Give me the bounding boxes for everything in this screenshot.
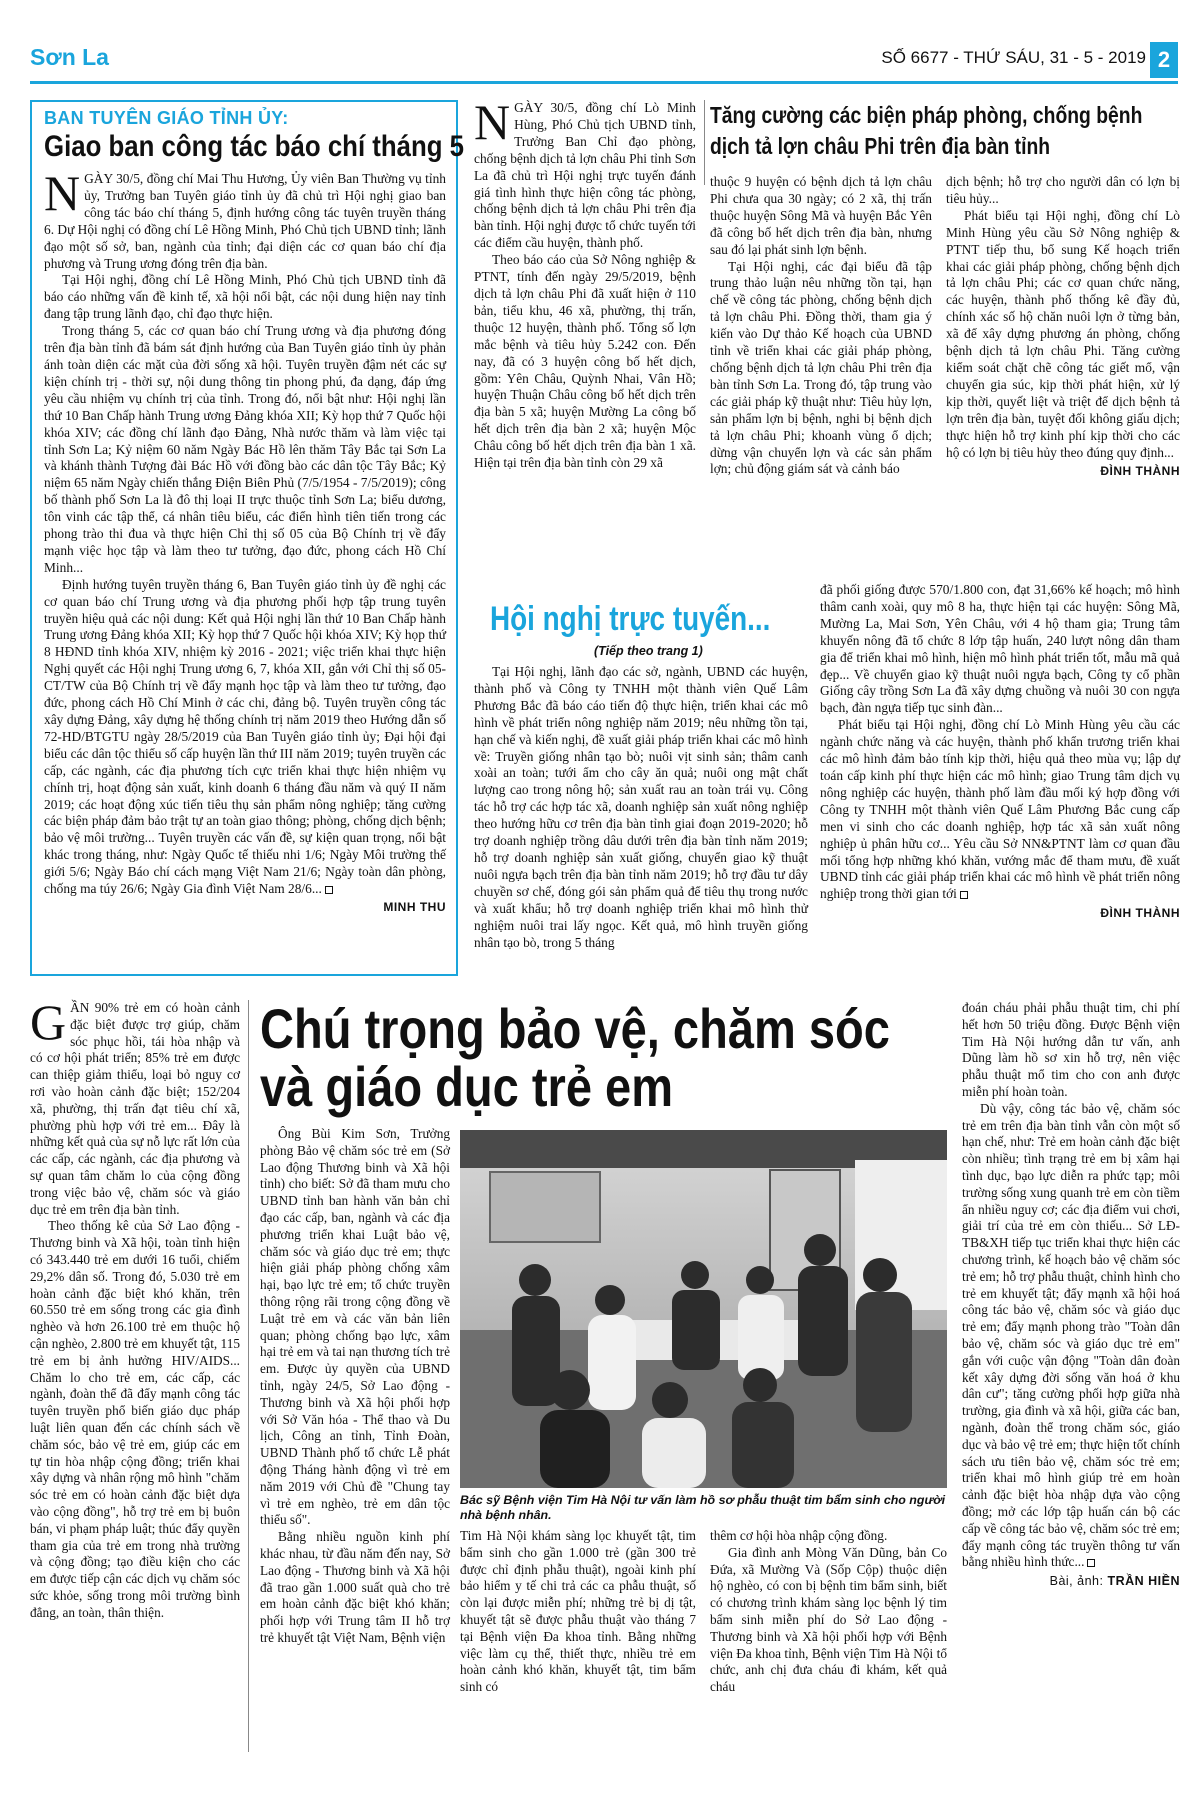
drop-cap: N [44,165,81,221]
article-column [460,1528,696,1696]
article-title: Giao ban công tác báo chí tháng 5 [44,130,465,163]
article-title: Tăng cường các biện pháp phòng, chống bệnh dịch tả lợn châu Phi trên địa bàn tỉnh [710,102,1143,159]
article-paragraph: Định hướng tuyên truyền tháng 6, Ban Tuyên giáo tỉnh ủy đề nghị các cơ quan báo chí Trung ương và địa phương phối hợp tập trung tuyên truyền hiệu quả các nội dung: Kết quả Hội nghị lần thứ 10 Ban Chấp hành Trung ương Đảng khóa XII; Kỳ họp thứ 7 Quốc hội khóa XIV; Kỳ họp thứ 8 HĐND tỉnh khóa XIV, nhiệm kỳ 2016 - 2021; việc triển khai thực hiện Nghị quyết các Hội nghị Trung ương 6, 7, khóa XII, gắn với Chỉ thị số 05-CT/TW của Bộ Chính trị về đẩy mạnh học tập và làm theo tư tưởng, đạo đức, phong cách Hồ Chí Minh ở các chi, đảng bộ. Tuyên truyền công tác xây dựng Đảng, xây dựng hệ thống chính trị năm 2019 theo Hướng dẫn số 72-HD/BTGTU ngày 28/5/2019 của Ban Tuyên giáo tỉnh ủy; Đại hội đại biểu các dân tộc thiểu số cấp huyện lần thứ III năm 2019; tuyên truyền các cấp, các ngành, các địa phương tích cực triển khai thực hiện nhiệm vụ chính trị, hoạt động sản xuất, kinh doanh 6 tháng đầu năm và quý II năm 2019; các hoạt động xúc tiến tiêu thụ sản phẩm nông nghiệp; tăng cường các biện pháp đảm bảo trật tự an toàn giao thông; phòng, chống dịch bệnh; bảo vệ môi trường... Tuyên truyền các vấn đề, sự kiện quan trọng, nổi bật khác trong tháng, như: Ngày Quốc tế thiếu nhi 1/6; Ngày Môi trường thế giới 5/6; Ngày Báo chí cách mạng Việt Nam 21/6; Ngày toàn dân phòng, chống ma túy 26/6; Ngày Gia đình Việt Nam 28/6... [44,576,446,897]
article-paragraph: Tại Hội nghị, các đại biểu đã tập trung thảo luận nêu những tồn tại, hạn chế về công tác phòng, chống bệnh dịch tả lợn châu Phi. Đồng thời, tham gia ý kiến vào Dự thảo Kế hoạch của UBND tỉnh về triển khai các giải pháp phòng, chống bệnh dịch tả lợn châu Phi trên địa bàn tỉnh Sơn La. Trong đó, tập trung vào các giải pháp kỹ thuật như: Tiêu hủy lợn, sản phẩm lợn bị bệnh, nghi bị bệnh dịch tả lợn châu Phi; khoanh vùng ổ dịch; dừng vận chuyển lợn và các sản phẩm lợn; chủ động giám sát và cảnh báo [710,258,932,477]
article-swine-fever [474,94,1180,540]
article-paragraph: thêm cơ hội hòa nhập cộng đồng. [710,1528,888,1543]
article-paragraph: Tim Hà Nội khám sàng lọc khuyết tật, tim bẩm sinh cho gần 1.000 trẻ (gần 300 trẻ được chỉ định phẫu thuật), ngoài kinh phí bảo hiểm y tế chi trả các ca phẫu thuật, số còn lại được miễn phí; những trẻ bị dị tật, khuyết tật sẽ được phẫu thuật vào tháng 7 tại Bệnh viện Đa khoa tỉnh. Bằng những việc làm cụ thể, thiết thực, nhiều trẻ em hoàn cảnh khó khăn, khuyết tật, tim bẩm sinh có [460,1528,696,1695]
article-paragraph: Gia đình anh Mòng Văn Dũng, bản Co Đứa, xã Mường Và (Sốp Cộp) thuộc diện hộ nghèo, có con bị bệnh tim bẩm sinh, biết có chương trình khám sàng lọc bệnh lý tim bẩm sinh miễn phí do Sở Lao động - Thương binh và Xã hội phối hợp với Bệnh viện Đa khoa tỉnh, Bệnh viện Tim Hà Nội tổ chức, anh chị đưa cháu đi khám, kết quả cháu [710,1544,947,1695]
article-children-protection [30,994,1180,1780]
news-photo [460,1130,947,1488]
article-paragraph: GẦN 90% trẻ em có hoàn cảnh đặc biệt được trợ giúp, chăm sóc phục hồi, tái hòa nhập và có cơ hội phát triển; 85% trẻ em được can thiệp giảm thiểu, loại bỏ nguy cơ rơi vào hoàn cảnh đặc biệt; 152/204 xã, phường, thị trấn đạt tiêu chí xã, phường phù hợp với trẻ em... Đây là những kết quả của sự nỗ lực rất lớn của các cấp, các ngành, các địa phương và sự quan tâm chăm lo của cộng đồng trong việc bảo vệ, chăm sóc và giáo dục trẻ em trên địa bàn tỉnh. [30,994,240,1217]
article-paragraph: đã phối giống được 570/1.800 con, đạt 31,66% kế hoạch; mô hình thâm canh xoài, quy mô 8 ha, thực hiện tại các huyện: Sông Mã, Mường La, Mai Sơn, Yên Châu, với 4 hộ tham gia; Trung tâm khuyến nông đã tổ chức 8 lớp tập huấn, 240 lượt nông dân tham gia để triển khai mô hình, hiện mô hình phát triển tốt, mẫu mã quả đẹp... Về chuyển giao kỹ thuật nuôi ngựa bạch, Công ty cổ phần Giống cây trồng Sơn La đã xây dựng chuồng và nuôi 30 con ngựa bạch, đàn ngựa tiếp tục sinh đàn... [820,582,1180,716]
article-body [44,165,446,898]
column-rule [704,100,705,185]
article-paragraph: Phát biểu tại Hội nghị, đồng chí Lò Minh Hùng yêu cầu các ngành chức năng và các huyện, thành phố khẩn trương triển khai các mô hình đảm bảo tính kịp thời, hiệu quả theo mùa vụ; lập dự toán cấp kinh phí thực hiện các mô hình; giao Trung tâm dịch vụ nông nghiệp các huyện, thành phố làm đầu mối ký hợp đồng với Công ty TNHH một thành viên Quế Lâm Phương Bắc cung cấp men vi sinh cho các doanh nghiệp, hợp tác xã sản xuất nông nghiệp ủ phân hữu cơ... Yêu cầu Sở NN&PTNT làm cơ quan đầu mối tổng hợp những khó khăn, vướng mắc để tham mưu, đề xuất UBND tỉnh các giải pháp triển khai các mô hình về phát triển nông nghiệp trong thời gian tới [820,717,1180,902]
article-paragraph: Theo thống kê của Sở Lao động - Thương binh và Xã hội, toàn tỉnh hiện có 343.440 trẻ em dưới 16 tuổi, chiếm 29,2% dân số. Trong đó, 5.030 trẻ em hoàn cảnh đặc biệt khó khăn, trên 60.550 trẻ em sống trong các gia đình nghèo và hơn 26.100 trẻ em thuộc hộ cận nghèo, 2.800 trẻ em khuyết tật, 115 trẻ em bị ảnh hưởng HIV/AIDS... Chăm lo cho trẻ em, các cấp, các ngành, đoàn thể đã đẩy mạnh công tác tuyên truyền phổ biến giáo dục pháp luật liên quan đến các chính sách về chăm sóc, bảo vệ trẻ em, giúp các em tự tin hòa nhập cộng đồng; triển khai xây dựng và nhân rộng mô hình "chăm sóc trẻ em có hoàn cảnh đặc biệt dựa vào cộng đồng", hỗ trợ trẻ em bị buôn bán, vi phạm pháp luật; thúc đẩy quyền tham gia của trẻ em trong nhà trường và cộng đồng; tạo điều kiện cho các em được tiếp cận các dịch vụ chăm sóc sức khỏe, sống trong môi trường bình đẳng, an toàn, thân thiện. [30,1218,240,1620]
drop-cap: N [474,94,511,150]
end-mark-icon [960,891,968,899]
article-paragraph: dịch bệnh; hỗ trợ cho người dân có lợn bị tiêu hủy... [946,174,1180,206]
article-paragraph: Trong tháng 5, các cơ quan báo chí Trung ương và địa phương đóng trên địa bàn tỉnh đã bám sát định hướng của Ban Tuyên giáo tỉnh ủy phản ánh toàn diện các mặt của đời sống xã hội. Tuyên truyền đậm nét các sự kiện chính trị - thời sự, nội dung thông tin phong phú, đa dạng, đáp ứng yêu cầu nhiệm vụ chính trị của tỉnh. Trong đó, nổi bật như: Hội nghị lần thứ 10 Ban Chấp hành Trung ương Đảng khóa XII; Kỳ họp thứ 7 Quốc hội khóa XIV; các đồng chí lãnh đạo Đảng, Nhà nước thăm và làm việc tại tỉnh Sơn La; Kỷ niệm 60 năm Ngày Bác Hồ lên thăm Tây Bắc tại Sơn La và khánh thành Tượng đài Bác Hồ với đồng bào các dân tộc Tây Bắc; Kỷ niệm 65 năm Ngày chiến thắng Điện Biên Phủ (7/5/1954 - 7/5/2019); công bố thành phố Sơn La là đô thị loại II trực thuộc tỉnh Sơn La; biểu dương, tôn vinh các tập thể, cá nhân tiêu biểu, các điển hình tiên tiến trong các phong trào thi đua và thực hiện Chỉ thị số 05 của Bộ Chính trị về đẩy mạnh việc học tập và làm theo tư tưởng, đạo đức, phong cách Hồ Chí Minh... [44,323,446,575]
article-press-meeting [30,100,465,976]
article-column [710,174,932,478]
section-name: Sơn La [30,44,109,70]
article-paragraph: NGÀY 30/5, đồng chí Lò Minh Hùng, Phó Chủ tịch UBND tỉnh, Trưởng Ban Chỉ đạo phòng, chống bệnh dịch tả lợn châu Phi tỉnh Sơn La đã chủ trì Hội nghị trực tuyến đánh giá tình hình thực hiện công tác phòng, chống bệnh dịch tả lợn châu Phi trên địa bàn tỉnh. Hội nghị được tổ chức tuyến tới các điểm cầu huyện, thành phố. [474,94,696,251]
article-column [710,1528,947,1696]
article-title: Hội nghị trực tuyến... [490,600,771,638]
article-kicker: BAN TUYÊN GIÁO TỈNH ỦY: [44,108,289,128]
article-paragraph: Ông Bùi Kim Sơn, Trưởng phòng Bảo vệ chăm sóc trẻ em (Sở Lao động Thương binh và Xã hội tỉnh) cho biết: Sở đã tham mưu cho UBND tỉnh ban hành văn bản chỉ đạo các cấp, ban, ngành và các địa phương triển khai Luật bảo vệ, chăm sóc và giáo dục trẻ em; thực hiện giải pháp phòng chống xâm hại, bạo lực trẻ em; tổ chức truyền thông rộng rãi trong cộng đồng về Luật trẻ em và các văn bản liên quan; phòng chống bạo lực, xâm hại trẻ em và tai nạn thương tích trẻ em. Được ủy quyền của UBND tỉnh, ngày 24/5, Sở Lao động - Thương binh và Xã hội phối hợp với Sở Văn hóa - Thể thao và Du lịch, Công an tỉnh, Tỉnh Đoàn, UBND Thành phố tổ chức Lễ phát động Tháng hành động vì trẻ em năm 2019 với Chủ đề "Chung tay vì trẻ em nghèo, trẻ em dân tộc thiểu số". [260,1126,450,1528]
article-byline: MINH THU [383,899,446,914]
article-paragraph: Theo báo cáo của Sở Nông nghiệp & PTNT, tính đến ngày 29/5/2019, bệnh dịch tả lợn châu Phi đã xuất hiện ở 110 bản, tiểu khu, 46 xã, phường, thị trấn, thuộc 12 huyện, thành phố. Tổng số lợn mắc bệnh và tiêu hủy 5.242 con. Đến nay, đã có 3 huyện công bố hết dịch, gồm: Yên Châu, Quỳnh Nhai, Vân Hồ; huyện Thuận Châu công bố hết dịch trên địa bàn 5 xã; huyện Mường La công bố hết dịch trên địa bàn 2 xã; huyện Mộc Châu công bố hết dịch trên địa bàn 1 xã. Hiện tại trên địa bàn tỉnh còn 29 xã [474,252,696,471]
article-column [820,582,1180,922]
article-paragraph: thuộc 9 huyện có bệnh dịch tả lợn châu Phi chưa qua 30 ngày; có 2 xã, thị trấn thuộc huyện Sông Mã và huyện Bắc Yên đã công bố hết dịch trên địa bàn, nhưng sau đó lại phát sinh lợn bệnh. [710,174,932,257]
article-online-conference [474,582,1180,970]
article-paragraph: Tại Hội nghị, đồng chí Lê Hồng Minh, Phó Chủ tịch UBND tỉnh đã báo cáo những vấn đề kinh tế, xã hội nổi bật, các nội dung hiện nay tỉnh đang tập trung lãnh đạo, chỉ đạo thực hiện. [44,272,446,322]
article-byline: Bài, ảnh: TRẦN HIỀN [1049,1574,1180,1589]
article-column [30,994,240,1621]
article-paragraph: NGÀY 30/5, đồng chí Mai Thu Hương, Ủy viên Ban Thường vụ tỉnh ủy, Trưởng ban Tuyên giáo tỉnh ủy đã chủ trì Hội nghị giao ban công tác báo chí tháng 5, định hướng công tác tuyên truyền tháng 6. Dự Hội nghị có đồng chí Lê Hồng Minh, Phó Chủ tịch UBND tỉnh; lãnh đạo một số sở, ban, ngành của tỉnh; đại diện các cơ quan báo chí địa phương và Trung ương đóng trên địa bàn. [44,165,446,271]
photo-caption: Bác sỹ Bệnh viện Tim Hà Nội tư vấn làm hồ sơ phẫu thuật tim bẩm sinh cho người nhà bệnh nhân. [460,1493,946,1522]
article-column [260,1126,450,1647]
column-rule [248,1000,249,1752]
article-subtitle: (Tiếp theo trang 1) [594,644,703,658]
page-header [30,42,1178,84]
drop-cap: G [30,994,67,1050]
end-mark-icon [1087,1559,1095,1567]
article-paragraph: Bằng nhiều nguồn kinh phí khác nhau, từ đầu năm đến nay, Sở Lao động - Thương binh và Xã hội đã trao gần 1.000 suất quà cho trẻ em hoàn cảnh đặc biệt khó khăn; phối hợp với Trung tâm II hỗ trợ trẻ khuyết tật Việt Nam, Bệnh viện [260,1529,450,1645]
article-paragraph: Tại Hội nghị, lãnh đạo các sở, ngành, UBND các huyện, thành phố và Công ty TNHH một thành viên Quế Lâm Phương Bắc đã báo cáo tiến độ thực hiện, triển khai các mô hình về phát triển nông nghiệp năm 2019; nêu những tồn tại, hạn chế và kiến nghị, đề xuất giải pháp triển khai các mô hình về: Truyền giống nhân tạo bò; nuôi vịt sinh sản; thâm canh xoài an toàn; tưới ẩm cho cây ăn quả; nuôi ong mật chất lượng cao trong nông hộ; sản xuất rau an toàn trái vụ. Công tác hỗ trợ các hợp tác xã, doanh nghiệp sản xuất nông nghiệp theo hướng hữu cơ trên địa bàn tỉnh giai đoạn 2019-2020; hỗ trợ doanh nghiệp trồng dâu dưới trên địa bàn tỉnh năm 2019; hỗ trợ doanh nghiệp sản xuất giống, chuyển giao kỹ thuật nuôi ngựa bạch trên địa bàn tỉnh năm 2019; hỗ trợ đầu tư dây chuyền sơ chế, đóng gói sản phẩm quả để tiêu thụ trong nước và xuất khẩu; hỗ trợ doanh nghiệp triển khai mô hình thử nghiệm nuôi trai lấy ngọc. Kết quả, mô hình truyền giống nhân tạo bò, trong 5 tháng [474,664,808,950]
article-paragraph: Phát biểu tại Hội nghị, đồng chí Lò Minh Hùng yêu cầu Sở Nông nghiệp & PTNT tiếp thu, bổ sung Kế hoạch triển khai các giải pháp phòng, chống bệnh dịch tả lợn châu Phi; các cơ quan chức năng, các huyện, thành phố thống kê đầy đủ, chính xác số hộ chăn nuôi lợn ở từng bản, xã để xây dựng phương án phòng, chống bệnh dịch tả lợn châu Phi. Tăng cường kiểm soát chặt chẽ công tác giết mổ, vận chuyển gia súc, kịp thời phát hiện, xử lý kịp thời, quyết liệt và triệt để dịch bệnh tả lợn trên địa bàn, tuyệt đối không giấu dịch; thực hiện hỗ trợ kinh phí kịp thời cho các hộ có lợn bị tiêu hủy theo đúng quy định... [946,207,1180,460]
article-byline: ĐÌNH THÀNH [1100,464,1180,479]
article-column [946,174,1180,480]
end-mark-icon [325,886,333,894]
page-number: 2 [1150,42,1178,78]
article-paragraph: đoán cháu phải phẫu thuật tim, chi phí hết hơn 50 triệu đồng. Được Bệnh viện Tim Hà Nội hướng dẫn tư vấn, anh Dũng làm hồ sơ xin hỗ trợ, nên việc phẫu thuật mổ tim cho con anh được miễn phí hoàn toàn. [962,1000,1180,1099]
article-column [962,1000,1180,1590]
article-column [474,94,696,472]
article-column [474,664,808,951]
article-paragraph: Dù vậy, công tác bảo vệ, chăm sóc trẻ em trên địa bàn tỉnh vẫn còn một số hạn chế, như: Trẻ em hoàn cảnh đặc biệt còn nhiều; tình trạng trẻ em bị xâm hại tình dục, bạo lực diễn ra phức tạp; môi trường sống xung quanh trẻ em còn tiềm ẩn nhiều nguy cơ; các địa điểm vui chơi, giải trí của trẻ em còn thiếu... Sở LĐ-TB&XH tiếp tục triển khai thực hiện các chương trình, kế hoạch bảo vệ chăm sóc trẻ em; hỗ trợ phẫu thuật, chỉnh hình cho trẻ em khuyết tật; đẩy mạnh xã hội hoá công tác bảo vệ, chăm sóc và giáo dục trẻ em; đẩy mạnh phong trào "Toàn dân bảo vệ, chăm sóc và giáo dục trẻ em" gắn với cuộc vận động "Toàn dân đoàn kết xây dựng đời sống văn hoá ở khu dân cư"; tăng cường phối hợp giữa nhà trường, gia đình và xã hội, giữa các ban, ngành, đoàn thể trong chăm sóc, giáo dục và bảo vệ trẻ em; thực hiện tốt chính sách ưu tiên bảo vệ, chăm sóc trẻ em; triển khai mô hình giúp trẻ em hoàn cảnh đặc biệt hòa nhập dựa vào cộng đồng; mở các lớp tập huấn cán bộ các cấp về công tác bảo vệ, chăm sóc trẻ em; đẩy mạnh công tác truyền thông tư vấn bằng nhiều hình thức... [962,1100,1180,1570]
photo-doctor-consultation [460,1130,947,1488]
article-title: Chú trọng bảo vệ, chăm sóc và giáo dục trẻ em [260,1000,890,1118]
article-byline: ĐÌNH THÀNH [1100,906,1180,921]
issue-info: SỐ 6677 - THỨ SÁU, 31 - 5 - 2019 [881,48,1146,67]
